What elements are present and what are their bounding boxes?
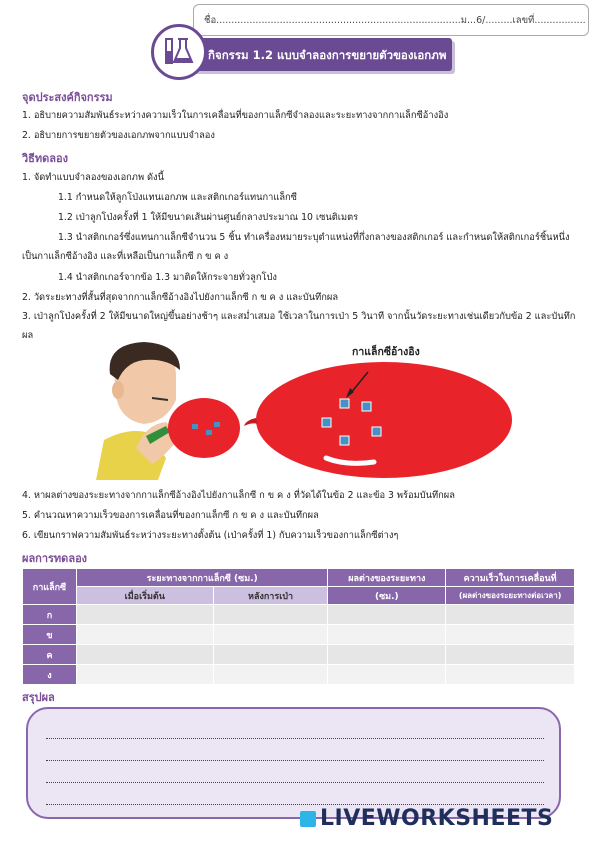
big-balloon xyxy=(256,362,512,478)
input-cell[interactable] xyxy=(446,645,575,665)
objective-item: 2. อธิบายการขยายตัวของเอกภพจากแบบจำลอง xyxy=(22,130,215,141)
galaxy-sticker xyxy=(340,436,349,445)
galaxy-sticker xyxy=(362,402,371,411)
galaxy-sticker xyxy=(322,418,331,427)
method-step: 1.3 นำสติกเกอร์ซึ่งแทนกาแล็กซีจำนวน 5 ชิ้น ทำเครื่องหมายระบุตำแหน่งที่กึ่งกลางของสติกเกอร์ และกำหนดให้สติกเกอร์ชิ้นหนึ่งเป็นกาแล็กซีอ้างอิง และที่เหลือเป็นกาแล็กซี ก ข ค ง xyxy=(22,232,570,262)
input-cell[interactable] xyxy=(446,665,575,685)
method-step: 4. หาผลต่างของระยะทางจากกาแล็กซีอ้างอิงไปยังกาแล็กซี ก ข ค ง ที่วัดได้ในข้อ 2 และข้อ 3 พร้อมบันทึกผล xyxy=(22,490,455,501)
answer-line xyxy=(46,803,544,805)
input-cell[interactable] xyxy=(76,645,213,665)
brand-text: LIVEWORKSHEETS xyxy=(320,806,554,831)
row-label: ข xyxy=(23,625,77,645)
method-step: 2. วัดระยะทางที่สั้นที่สุดจากกาแล็กซีอ้างอิงไปยังกาแล็กซี ก ข ค ง และบันทึกผล xyxy=(22,292,339,303)
input-cell[interactable] xyxy=(76,625,213,645)
method-step: 6. เขียนกราฟความสัมพันธ์ระหว่างระยะทางตั้งต้น (เป่าครั้งที่ 1) กับความเร็วของกาแล็กซีต่างๆ xyxy=(22,530,399,541)
galaxy-sticker xyxy=(372,427,381,436)
input-cell[interactable] xyxy=(328,605,446,625)
col-speed-sub: (ผลต่างของระยะทางต่อเวลา) xyxy=(446,587,575,605)
answer-line xyxy=(46,737,544,739)
table-row xyxy=(23,665,575,685)
row-label: ก xyxy=(23,605,77,625)
table-row xyxy=(23,645,575,665)
activity-title-bar xyxy=(190,38,452,71)
input-cell[interactable] xyxy=(76,605,213,625)
input-cell[interactable] xyxy=(328,645,446,665)
col-start: เมื่อเริ่มต้น xyxy=(76,587,213,605)
method-step: 1.1 กำหนดให้ลูกโป่งแทนเอกภพ และสติกเกอร์แทนกาแล็กซี xyxy=(58,192,297,203)
input-cell[interactable] xyxy=(213,625,328,645)
row-label: ง xyxy=(23,665,77,685)
brand-icon xyxy=(300,811,316,827)
lab-icon xyxy=(151,24,207,80)
liveworksheets-logo xyxy=(300,806,553,831)
reference-galaxy-label: กาแล็กซีอ้างอิง xyxy=(352,346,420,358)
objective-item: 1. อธิบายความสัมพันธ์ระหว่างความเร็วในการเคลื่อนที่ของกาแล็กซีจำลองและระยะทางจากกาแล็กซีอ้างอิง xyxy=(22,110,449,121)
method-step: 1.2 เป่าลูกโป่งครั้งที่ 1 ให้มีขนาดเส้นผ่านศูนย์กลางประมาณ 10 เซนติเมตร xyxy=(58,212,359,223)
results-heading: ผลการทดลอง xyxy=(22,552,88,565)
method-step: 1. จัดทำแบบจำลองของเอกภพ ดังนี้ xyxy=(22,172,164,183)
input-cell[interactable] xyxy=(446,625,575,645)
input-cell[interactable] xyxy=(213,605,328,625)
activity-title: กิจกรรม 1.2 แบบจำลองการขยายตัวของเอกภพ xyxy=(208,48,447,62)
method-heading: วิธีทดลอง xyxy=(22,152,69,165)
table-row xyxy=(23,625,575,645)
input-cell[interactable] xyxy=(213,645,328,665)
col-distance: ระยะทางจากกาแล็กซี (ซม.) xyxy=(76,569,327,587)
col-after: หลังการเป่า xyxy=(213,587,328,605)
input-cell[interactable] xyxy=(76,665,213,685)
row-label: ค xyxy=(23,645,77,665)
input-cell[interactable] xyxy=(328,625,446,645)
input-cell[interactable] xyxy=(213,665,328,685)
input-cell[interactable] xyxy=(446,605,575,625)
col-diff: ผลต่างของระยะทาง xyxy=(328,569,446,587)
balloon-illustration xyxy=(96,340,516,480)
col-diff-unit: (ซม.) xyxy=(328,587,446,605)
method-step: 3. เป่าลูกโป่งครั้งที่ 2 ให้มีขนาดใหญ่ขึ้นอย่างช้าๆ และสม่ำเสมอ ใช้เวลาในการเป่า 5 วินาที จากนั้นวัดระยะทางเช่นเดียวกับข้อ 2 และบันทึกผล xyxy=(22,311,576,341)
name-field-box[interactable] xyxy=(193,4,589,36)
method-step: 5. คำนวณหาความเร็วของการเคลื่อนที่ของกาแล็กซี ก ข ค ง และบันทึกผล xyxy=(22,510,319,521)
answer-line xyxy=(46,781,544,783)
conclusion-heading: สรุปผล xyxy=(22,691,55,704)
results-table xyxy=(22,568,575,685)
col-speed: ความเร็วในการเคลื่อนที่ xyxy=(446,569,575,587)
table-row xyxy=(23,605,575,625)
input-cell[interactable] xyxy=(328,665,446,685)
small-balloon xyxy=(168,398,240,458)
objectives-heading: จุดประสงค์กิจกรรม xyxy=(22,91,113,104)
answer-line xyxy=(46,759,544,761)
col-galaxy: กาแล็กซี xyxy=(23,569,77,605)
galaxy-sticker xyxy=(340,399,349,408)
name-line-label: ชื่อ.................................................................................ม...6/.........เลขที่................. xyxy=(204,15,586,26)
conclusion-box[interactable] xyxy=(26,707,561,819)
method-step: 1.4 นำสติกเกอร์จากข้อ 1.3 มาติดให้กระจายทั่วลูกโป่ง xyxy=(58,272,277,283)
